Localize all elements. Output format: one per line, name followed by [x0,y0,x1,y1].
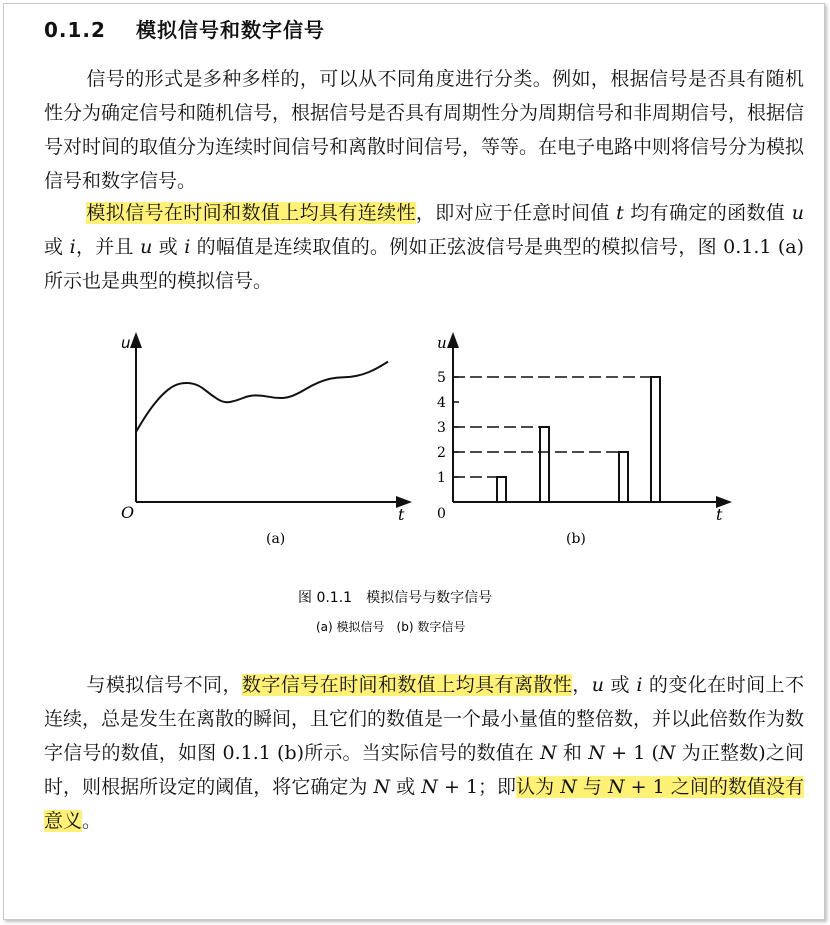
panel-b [437,334,724,547]
x-label-b: t [716,505,723,524]
text-run: 的幅值是连续取值的。例如正弦波信号是典型的模拟信号，图 0.1.1 (a)所示也是典型的模拟信号。 [44,236,804,292]
text-run: 的变化在时间上不连续，总是发生在离散的瞬间，且它们的数值是一个最小量值的整倍数，并以此倍数作为数字信号的数值，如图 0.1.1 (b)所示。当实际信号的数值在 [44,674,805,764]
digital-pulse-t2 [540,427,549,502]
text-run: 或 [152,236,185,258]
digital-pulse-t1 [497,477,506,502]
digital-highlight: 数字信号在时间和数值上均具有离散性 [241,674,573,696]
figure-caption-sub: (a) 模拟信号 (b) 数字信号 [316,620,466,634]
y-tick-label-b: 1 [437,470,446,486]
analog-curve [136,362,388,432]
y-tick-label-b: 3 [437,420,446,436]
y-tick-label-b: 5 [437,370,446,386]
var-n: N [560,776,577,798]
var-n: N [658,742,676,764]
text-run: + 1；即 [437,776,517,798]
y-tick-label-b: 4 [437,395,446,411]
var-i: i [184,236,191,258]
origin-label-b: 0 [437,506,446,522]
text-run: 均有确定的函数值 [623,202,792,224]
digital-pulse-t4 [651,377,660,502]
text-run: + 1 之间的数值没有意义 [44,776,804,832]
text-run: 为正整数)之间时，则根据所设定的阈值，将它确定为 [44,742,804,798]
text-run: 和 [556,742,589,764]
section-number: 0.1.2 [44,18,106,42]
paragraph1-text: 信号的形式是多种多样的，可以从不同角度进行分类。例如，根据信号是否具有随机性分为确定信号和随机信号，根据信号是否具有周期性分为周期信号和非周期信号，根据信号对时间的取值分为连续时间信号和离散时间信号，等等。在电子电路中则将信号分为模拟信号和数字信号。 [44,68,805,192]
text-run: 或 [390,776,422,798]
panel-a-label: (a) [266,531,286,547]
text-run: ， [572,674,592,696]
text-run: ，并且 [75,236,141,258]
text-run: 与 [576,776,608,798]
text-run: 或 [603,674,637,696]
var-n: N [373,776,391,798]
digital-pulse-t3 [619,452,628,502]
var-n: N [588,742,605,764]
var-n: N [607,776,625,798]
var-n: N [421,776,438,798]
var-i: i [636,674,643,696]
var-i: i [69,236,76,258]
var-u: u [591,674,604,696]
figure-caption-title: 图 0.1.1 模拟信号与数字信号 [298,590,493,606]
var-u: u [140,236,153,258]
section-title: 模拟信号和数字信号 [135,18,325,42]
paragraph-digital [44,668,804,838]
var-t: t [616,202,624,224]
origin-label-a: O [121,503,135,522]
x-label-a: t [398,505,405,524]
text-run: 与模拟信号不同， [86,674,242,696]
var-u: u [791,202,804,224]
text-run: + 1 ( [604,742,659,764]
y-label-b: u [437,334,447,352]
y-tick-label-b: 2 [437,445,446,461]
var-n: N [540,742,557,764]
panel-a [121,334,405,547]
text-run: 认为 [516,776,561,798]
text-run: 或 [44,236,70,258]
panel-b-label: (b) [566,531,586,547]
text-run: ，即对应于任意时间值 [415,202,617,224]
analog-highlight: 模拟信号在时间和数值上均具有连续性 [86,202,416,224]
text-run: 。 [82,810,102,832]
y-label-a: u [121,334,131,352]
